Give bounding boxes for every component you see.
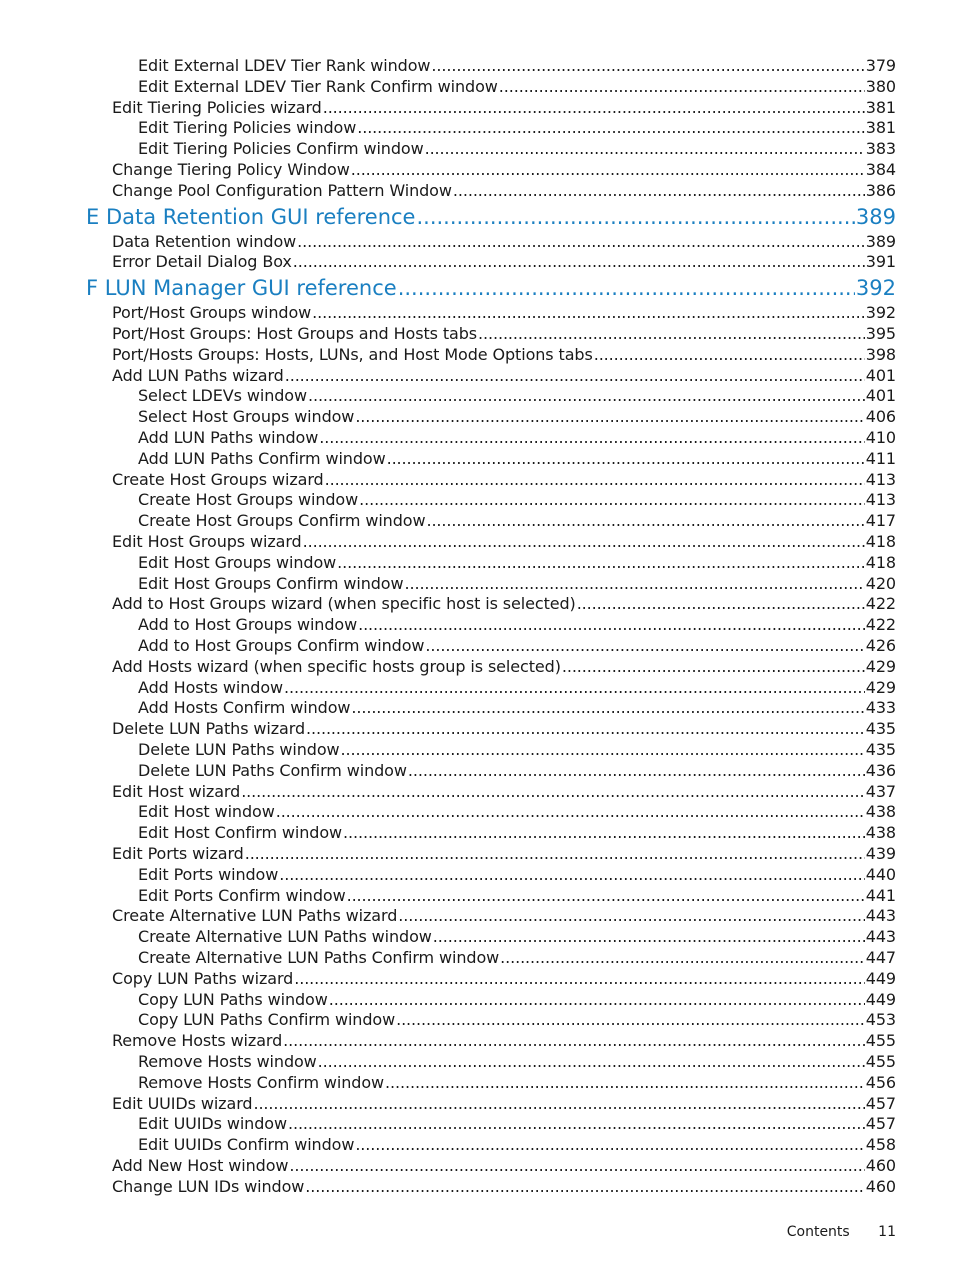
toc-entry-title: Add to Host Groups wizard (when specific host is selected) [112,594,576,614]
toc-entry-title: Edit Tiering Policies wizard [112,97,322,117]
toc-section-entry[interactable] [112,180,896,201]
toc-entry-page: 443 [865,927,896,947]
toc-entry-page: 435 [865,740,896,759]
toc-dot-leader [453,180,865,201]
toc-dot-leader [562,656,865,677]
toc-entry-page: 460 [865,1156,896,1175]
toc-entry-page: 401 [865,365,896,385]
toc-entry-title: Remove Hosts window [138,1052,317,1071]
toc-dot-leader [355,406,864,427]
toc-entry-title: Copy LUN Paths window [138,989,328,1009]
toc-dot-leader [385,1072,865,1093]
toc-entry-page: 453 [865,1010,896,1030]
toc-subsection-entry[interactable] [138,76,896,97]
toc-dot-leader [408,760,865,781]
toc-dot-leader [284,677,865,698]
toc-dot-leader [323,97,865,118]
toc-dot-leader [594,344,865,365]
toc-section-entry[interactable] [112,1155,896,1176]
toc-subsection-entry[interactable] [138,697,896,718]
toc-entry-title: F LUN Manager GUI reference [86,276,397,301]
toc-section-entry[interactable] [112,781,896,802]
toc-section-entry[interactable] [112,365,896,386]
toc-entry-title: Edit Host Confirm window [138,823,343,843]
toc-entry-page: 389 [855,204,896,229]
toc-entry-title: Select Host Groups window [138,407,355,427]
toc-entry-page: 456 [865,1072,896,1092]
toc-subsection-entry[interactable] [138,614,896,635]
toc-subsection-entry[interactable] [138,635,896,656]
toc-dot-leader [425,138,865,159]
toc-dot-leader [351,159,865,180]
toc-entry-page: 433 [865,698,896,718]
toc-subsection-entry[interactable] [138,510,896,531]
toc-subsection-entry[interactable] [138,926,896,947]
toc-entry-title: Add to Host Groups Confirm window [138,636,425,655]
toc-entry-page: 437 [865,781,896,801]
toc-section-entry[interactable] [112,97,896,118]
toc-subsection-entry[interactable] [138,406,896,427]
footer-label: Contents [786,1224,850,1240]
toc-entry-title: Remove Hosts Confirm window [138,1072,385,1092]
toc-entry-page: 418 [865,552,896,572]
toc-dot-leader [283,1030,865,1051]
toc-dot-leader [387,448,865,469]
toc-entry-page: 401 [865,386,896,406]
toc-section-entry[interactable] [112,469,896,490]
toc-subsection-entry[interactable] [138,117,896,138]
toc-dot-leader [276,801,865,822]
toc-dot-leader [396,1009,865,1030]
toc-entry-title: E Data Retention GUI reference [86,204,416,229]
toc-entry-title: Create Host Groups window [138,490,359,510]
toc-entry-page: 391 [865,252,896,272]
toc-dot-leader [425,635,864,656]
toc-entry-title: Edit Host wizard [112,781,241,801]
toc-dot-leader [318,1051,865,1072]
toc-section-entry[interactable] [112,323,896,344]
toc-entry-title: Error Detail Dialog Box [112,252,292,272]
toc-entry-page: 457 [865,1114,896,1134]
toc-entry-page: 440 [865,864,896,884]
toc-entry-title: Remove Hosts wizard [112,1031,283,1051]
toc-dot-leader [426,510,864,531]
toc-dot-leader [431,55,864,76]
toc-entry-title: Port/Hosts Groups: Hosts, LUNs, and Host Mode Options tabs [112,344,593,364]
toc-section-entry[interactable] [112,531,896,552]
toc-dot-leader [306,718,865,739]
toc-entry-page: 443 [865,906,896,926]
toc-subsection-entry[interactable] [138,822,896,843]
toc-entry-title: Edit UUIDs wizard [112,1093,253,1113]
toc-subsection-entry[interactable] [138,677,896,698]
toc-dot-leader [337,552,865,573]
toc-dot-leader [303,531,865,552]
toc-entry-title: Add Hosts Confirm window [138,698,351,718]
toc-subsection-entry[interactable] [138,947,896,968]
toc-subsection-entry[interactable] [138,760,896,781]
page-footer [787,1222,896,1242]
toc-entry-page: 380 [865,76,896,96]
toc-entry-page: 392 [865,303,896,323]
toc-subsection-entry[interactable] [138,573,896,594]
toc-subsection-entry[interactable] [138,138,896,159]
toc-section-entry[interactable] [112,1030,896,1051]
toc-entry-page: 457 [865,1093,896,1113]
toc-entry-page: 406 [865,407,896,427]
toc-entry-title: Create Host Groups Confirm window [138,511,426,531]
toc-chapter-heading[interactable] [86,274,896,302]
toc-dot-leader [358,614,865,635]
toc-entry-title: Delete LUN Paths Confirm window [138,760,407,780]
toc-entry-page: 458 [865,1135,896,1155]
toc-entry-page: 410 [865,428,896,447]
toc-section-entry[interactable] [112,843,896,864]
toc-entry-page: 439 [865,844,896,863]
toc-subsection-entry[interactable] [138,885,896,906]
toc-section-entry[interactable] [112,1176,896,1197]
toc-entry-page: 438 [865,823,896,843]
toc-section-entry[interactable] [112,344,896,365]
toc-entry-page: 422 [865,594,896,614]
toc-entry-title: Edit UUIDs Confirm window [138,1135,355,1155]
toc-entry-page: 395 [865,324,896,343]
toc-entry-title: Delete LUN Paths wizard [112,719,305,739]
toc-subsection-entry[interactable] [138,552,896,573]
footer-page-number: 11 [878,1224,896,1240]
toc-dot-leader [398,905,864,926]
toc-dot-leader [416,203,854,231]
toc-dot-leader [308,385,865,406]
toc-entry-page: 447 [865,948,896,967]
toc-entry-page: 435 [865,719,896,739]
toc-entry-page: 417 [865,511,896,531]
toc-dot-leader [478,323,865,344]
toc-entry-page: 381 [865,97,896,117]
toc-entry-title: Create Alternative LUN Paths Confirm window [138,948,500,967]
toc-entry-page: 383 [865,139,896,159]
toc-dot-leader [329,989,865,1010]
toc-entry-page: 384 [865,160,896,179]
toc-entry-title: Add LUN Paths window [138,428,319,447]
toc-section-entry[interactable] [112,251,896,272]
toc-dot-leader [404,573,864,594]
toc-entry-page: 418 [865,532,896,551]
toc-section-entry[interactable] [112,1093,896,1114]
toc-section-entry[interactable] [112,231,896,252]
toc-entry-page: 392 [855,276,896,301]
toc-entry-title: Port/Host Groups window [112,303,312,323]
toc-section-entry[interactable] [112,718,896,739]
toc-subsection-entry[interactable] [138,1072,896,1093]
toc-entry-title: Create Alternative LUN Paths window [138,927,432,947]
toc-dot-leader [433,926,865,947]
toc-entry-page: 455 [865,1052,896,1071]
toc-entry-page: 429 [865,677,896,697]
toc-subsection-entry[interactable] [138,489,896,510]
toc-entry-title: Edit Ports Confirm window [138,885,346,905]
toc-dot-leader [351,697,864,718]
toc-subsection-entry[interactable] [138,801,896,822]
toc-section-entry[interactable] [112,905,896,926]
toc-chapter-heading[interactable] [86,203,896,231]
toc-section-entry[interactable] [112,159,896,180]
toc-section-entry[interactable] [112,968,896,989]
toc-dot-leader [241,781,865,802]
toc-entry-page: 460 [865,1176,896,1196]
toc-dot-leader [288,1113,865,1134]
toc-subsection-entry[interactable] [138,1009,896,1030]
toc-section-entry[interactable] [112,302,896,323]
toc-entry-page: 438 [865,802,896,822]
toc-entry-title: Edit Host Groups window [138,552,337,572]
toc-dot-leader [359,489,865,510]
toc-entry-title: Create Alternative LUN Paths wizard [112,906,398,926]
toc-dot-leader [398,274,855,302]
toc-entry-page: 426 [865,636,896,655]
toc-subsection-entry[interactable] [138,1113,896,1134]
toc-entry-title: Edit Host Groups wizard [112,532,302,551]
toc-subsection-entry[interactable] [138,55,896,76]
toc-entry-title: Add to Host Groups window [138,615,358,635]
toc-entry-title: Edit Tiering Policies window [138,118,357,138]
toc-subsection-entry[interactable] [138,1134,896,1155]
toc-dot-leader [253,1093,864,1114]
toc-entry-title: Edit Ports wizard [112,844,244,863]
toc-entry-title: Change Pool Configuration Pattern Window [112,180,452,200]
toc-subsection-entry[interactable] [138,385,896,406]
toc-dot-leader [319,427,865,448]
toc-entry-page: 398 [865,344,896,364]
toc-dot-leader [289,1155,864,1176]
toc-entry-page: 386 [865,180,896,200]
toc-dot-leader [355,1134,864,1155]
toc-entry-title: Add LUN Paths Confirm window [138,448,386,468]
toc-subsection-entry[interactable] [138,989,896,1010]
toc-dot-leader [294,968,865,989]
toc-dot-leader [357,117,865,138]
toc-dot-leader [499,76,865,97]
toc-entry-page: 449 [865,989,896,1009]
toc-dot-leader [312,302,865,323]
toc-dot-leader [245,843,865,864]
toc-entry-title: Edit Ports window [138,864,279,884]
toc-entry-title: Edit External LDEV Tier Rank window [138,56,431,75]
toc-dot-leader [305,1176,864,1197]
toc-dot-leader [347,885,865,906]
toc-dot-leader [293,251,865,272]
toc-dot-leader [285,365,865,386]
toc-dot-leader [577,593,865,614]
toc-dot-leader [325,469,865,490]
toc-section-entry[interactable] [112,593,896,614]
toc-entry-title: Change Tiering Policy Window [112,160,350,179]
toc-entry-page: 413 [865,490,896,510]
toc-entry-title: Edit Host window [138,802,275,822]
toc-subsection-entry[interactable] [138,448,896,469]
toc-entry-page: 420 [865,573,896,593]
toc-entry-title: Add LUN Paths wizard [112,365,284,385]
toc-entry-title: Port/Host Groups: Host Groups and Hosts tabs [112,324,478,343]
toc-dot-leader [500,947,865,968]
toc-entry-page: 389 [865,231,896,251]
toc-dot-leader [279,864,865,885]
toc-dot-leader [297,231,865,252]
toc-entry-page: 381 [865,118,896,138]
toc-subsection-entry[interactable] [138,427,896,448]
toc-entry-page: 436 [865,760,896,780]
toc-entry-title: Copy LUN Paths Confirm window [138,1010,396,1030]
toc-entry-title: Data Retention window [112,231,297,251]
toc-dot-leader [341,739,865,760]
toc-entry-page: 422 [865,615,896,635]
toc-entry-title: Add Hosts wizard (when specific hosts group is selected) [112,656,561,676]
toc-dot-leader [343,822,865,843]
toc-entry-title: Delete LUN Paths window [138,740,340,759]
toc-subsection-entry[interactable] [138,864,896,885]
toc-entry-page: 411 [865,448,896,468]
toc-entry-page: 413 [865,469,896,489]
toc-entry-title: Select LDEVs window [138,386,307,406]
toc-subsection-entry[interactable] [138,739,896,760]
toc-entry-title: Edit External LDEV Tier Rank Confirm window [138,76,498,96]
toc-entry-title: Edit Host Groups Confirm window [138,573,404,593]
toc-entry-title: Add Hosts window [138,677,284,697]
toc-entry-title: Add New Host window [112,1156,289,1175]
toc-entry-title: Create Host Groups wizard [112,469,324,489]
toc-entry-title: Change LUN IDs window [112,1176,305,1196]
toc-entry-title: Edit UUIDs window [138,1114,287,1134]
toc-entry-page: 379 [865,56,896,75]
toc-section-entry[interactable] [112,656,896,677]
toc-entry-page: 455 [865,1031,896,1051]
toc-entry-page: 429 [865,656,896,676]
toc-entry-title: Edit Tiering Policies Confirm window [138,139,424,159]
toc-entry-page: 441 [865,885,896,905]
toc-entry-title: Copy LUN Paths wizard [112,968,294,988]
toc-entry-page: 449 [865,968,896,988]
toc-subsection-entry[interactable] [138,1051,896,1072]
